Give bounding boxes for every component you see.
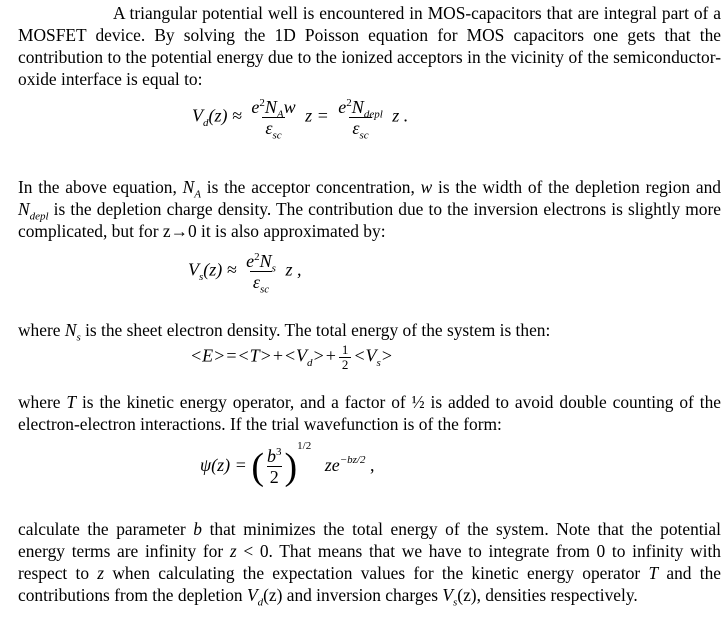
- page-bottom-clip: [0, 621, 725, 625]
- paragraph-task: calculate the parameter b that minimizes the total energy of the system. Note that the potential energy terms are infinity for z < 0. That means that we have to integrate from 0 to infinity with respect to z when calculating the expectation values for the kinetic energy operator T and the contributions from the depletion $V_d(z)$ and inversion charges $V_s(z)$, densities respectively.: [18, 519, 722, 609]
- paragraph-kinetic-operator: where T is the kinetic energy operator, and a factor of ½ is added to avoid double counting of the electron-electron interactions. If the trial wavefunction is of the form:: [18, 392, 721, 434]
- paragraph-depletion-definitions: In the above equation, $N_A$ is the acceptor concentration, w is the width of the depletion region and $N_{depl}$ is the depletion charge density. The contribution due to the inversion electrons is slightly more complicated, but for z→0 it is also approximated by:: [18, 177, 721, 241]
- paragraph-intro: A triangular potential well is encountered in MOS-capacitors that are integral part of a MOSFET device. By solving the 1D Poisson equation for MOS capacitors one gets that the contribution to the potential energy due to the ionized acceptors in the vicinity of the semiconductor-oxide interface is equal to:: [18, 3, 721, 89]
- equation-inversion-potential: $V_s(z)$ ≈ $\frac{e^2N_s}{\varepsilon_{sc}}$ z ,: [188, 251, 302, 296]
- equation-depletion-potential: $V_d(z)$ ≈ $\frac{e^2N_Aw}{\varepsilon_{sc}}$ z = $\frac{e^2N_{depl}}{\varepsilon_{sc}}$ z .: [192, 97, 409, 142]
- paragraph-sheet-density: where $N_s$ is the sheet electron density. The total energy of the system is then:: [18, 320, 551, 344]
- equation-total-energy: $<E>=<T>+<V_d>+$ $\frac{1}{2}$ $<V_s>$: [190, 342, 393, 372]
- equation-trial-wavefunction: ψ(z) = ( $\frac{b^3}{2}$ )$^{1/2}$ $ze^{-bz/2}$ ,: [200, 440, 375, 488]
